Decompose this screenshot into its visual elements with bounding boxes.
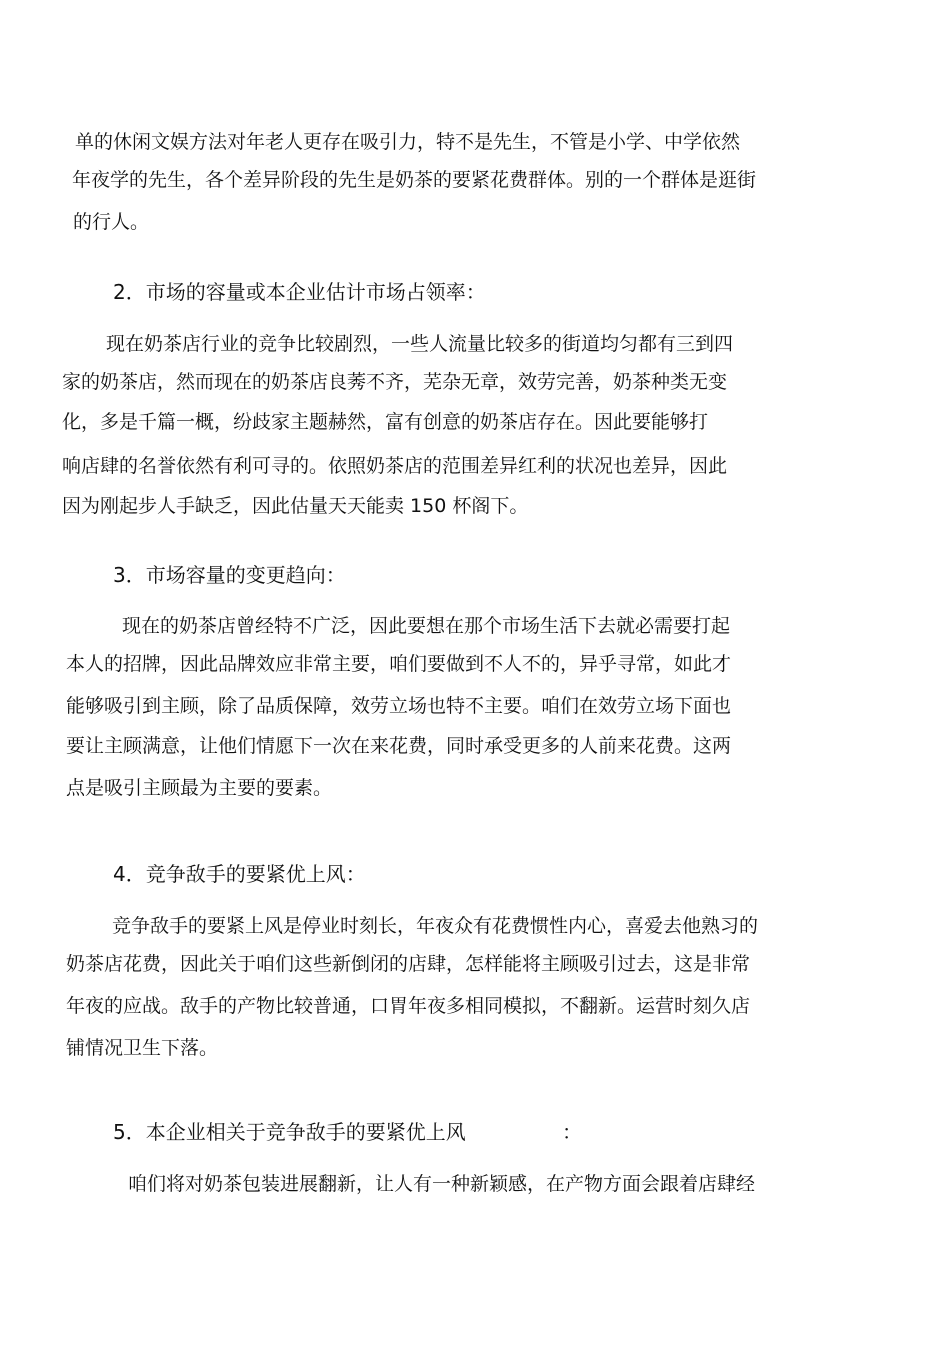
section-2-line-2: 家的奶茶店，然而现在的奶茶店良莠不齐，芜杂无章，效劳完善，奶茶种类无变 [62, 371, 728, 393]
section-3-line-5: 点是吸引主顾最为主要的要素。 [66, 777, 333, 799]
section-2-line-1: 现在奶茶店行业的竞争比较剧烈，一些人流量比较多的街道均匀都有三到四 [106, 333, 734, 355]
section-3-heading: 3．市场容量的变更趋向： [113, 563, 346, 587]
section-3-line-2: 本人的招牌，因此品牌效应非常主要，咱们要做到不人不的，异乎寻常，如此才 [66, 653, 732, 675]
section-4-line-2: 奶茶店花费，因此关于咱们这些新倒闭的店肆，怎样能将主顾吸引过去，这是非常 [66, 953, 751, 975]
section-3-line-3: 能够吸引到主顾，除了品质保障，效劳立场也特不主要。咱们在效劳立场下面也 [66, 695, 732, 717]
section-2-line-5: 因为刚起步人手缺乏，因此估量天天能卖 150 杯阁下。 [62, 495, 529, 517]
section-4-line-1: 竞争敌手的要紧上风是停业时刻长，年夜众有花费惯性内心，喜爱去他熟习的 [112, 915, 759, 937]
section-4-line-4: 铺情况卫生下落。 [66, 1037, 219, 1059]
section-5-line-1: 咱们将对奶茶包装进展翻新，让人有一种新颖感，在产物方面会跟着店肆经 [128, 1173, 756, 1195]
section-2-line-3: 化，多是千篇一概，纷歧家主题赫然，富有创意的奶茶店存在。因此要能够打 [62, 411, 709, 433]
intro-line-2: 年夜学的先生，各个差异阶段的先生是奶茶的要紧花费群体。别的一个群体是逛街 [72, 169, 757, 191]
section-4-heading: 4．竞争敌手的要紧优上风： [113, 862, 366, 886]
intro-line-3: 的行人。 [73, 211, 150, 233]
section-4-line-3: 年夜的应战。敌手的产物比较普通，口胃年夜多相同模拟，不翻新。运营时刻久店 [66, 995, 751, 1017]
intro-line-1: 单的休闲文娱方法对年老人更存在吸引力，特不是先生，不管是小学、中学依然 [75, 131, 741, 153]
section-5-heading-colon: ： [562, 1120, 582, 1144]
section-3-line-1: 现在的奶茶店曾经特不广泛，因此要想在那个市场生活下去就必需要打起 [122, 615, 731, 637]
section-2-heading: 2．市场的容量或本企业估计市场占领率： [113, 280, 486, 304]
section-2-line-4: 响店肆的名誉依然有利可寻的。依照奶茶店的范围差异红利的状况也差异，因此 [62, 455, 728, 477]
section-3-line-4: 要让主顾满意，让他们情愿下一次在来花费，同时承受更多的人前来花费。这两 [66, 735, 732, 757]
section-5-heading: 5．本企业相关于竞争敌手的要紧优上风 [113, 1120, 466, 1144]
